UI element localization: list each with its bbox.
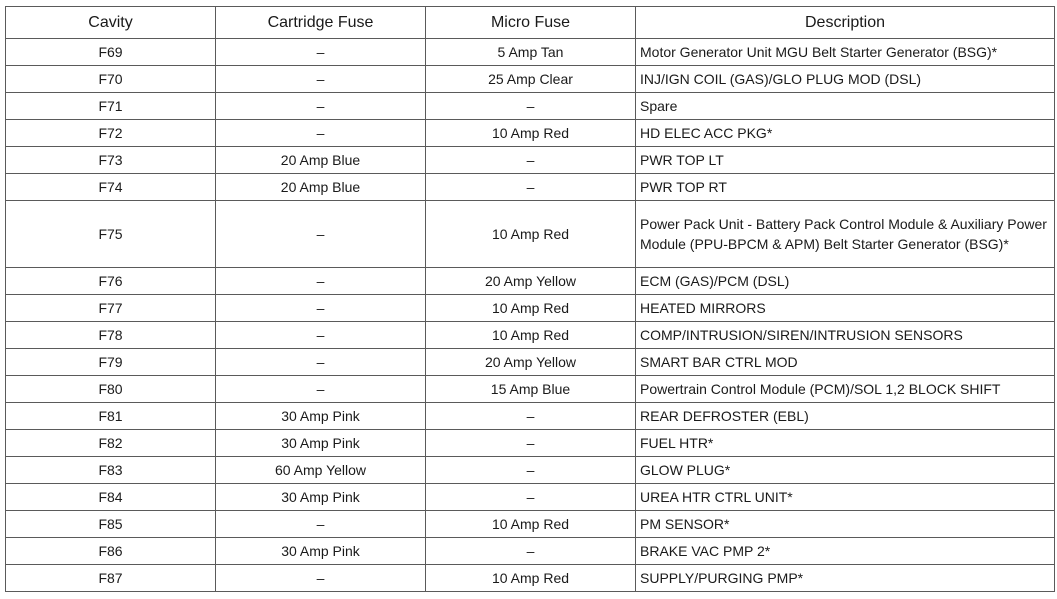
cell-micro-fuse: – [426, 538, 636, 565]
cell-micro-fuse: – [426, 457, 636, 484]
cell-cavity: F73 [6, 147, 216, 174]
cell-description: SMART BAR CTRL MOD [636, 349, 1055, 376]
table-row [6, 511, 1055, 538]
cell-cavity: F84 [6, 484, 216, 511]
cell-micro-fuse: 10 Amp Red [426, 511, 636, 538]
cell-cavity: F82 [6, 430, 216, 457]
cell-description: PM SENSOR* [636, 511, 1055, 538]
cell-cartridge-fuse: – [216, 349, 426, 376]
cell-micro-fuse: – [426, 430, 636, 457]
table-row [6, 201, 1055, 268]
cell-cavity: F76 [6, 268, 216, 295]
table-row [6, 120, 1055, 147]
cell-cartridge-fuse: – [216, 39, 426, 66]
table-row [6, 538, 1055, 565]
table-row [6, 295, 1055, 322]
cell-cavity: F75 [6, 201, 216, 268]
table-row [6, 457, 1055, 484]
cell-cartridge-fuse: – [216, 268, 426, 295]
table-row [6, 430, 1055, 457]
table-row [6, 376, 1055, 403]
cell-description: INJ/IGN COIL (GAS)/GLO PLUG MOD (DSL) [636, 66, 1055, 93]
cell-cavity: F70 [6, 66, 216, 93]
cell-micro-fuse: – [426, 484, 636, 511]
cell-cavity: F86 [6, 538, 216, 565]
cell-micro-fuse: 10 Amp Red [426, 322, 636, 349]
cell-description: ECM (GAS)/PCM (DSL) [636, 268, 1055, 295]
cell-cartridge-fuse: – [216, 295, 426, 322]
cell-description: HEATED MIRRORS [636, 295, 1055, 322]
cell-description: UREA HTR CTRL UNIT* [636, 484, 1055, 511]
cell-cartridge-fuse: – [216, 322, 426, 349]
cell-cartridge-fuse: 20 Amp Blue [216, 174, 426, 201]
table-row [6, 403, 1055, 430]
cell-micro-fuse: 25 Amp Clear [426, 66, 636, 93]
table-row [6, 322, 1055, 349]
cell-micro-fuse: – [426, 174, 636, 201]
cell-cavity: F81 [6, 403, 216, 430]
cell-cartridge-fuse: – [216, 376, 426, 403]
table-row [6, 349, 1055, 376]
table-row [6, 39, 1055, 66]
cell-cavity: F71 [6, 93, 216, 120]
table-row [6, 174, 1055, 201]
cell-micro-fuse: 10 Amp Red [426, 201, 636, 268]
cell-description: HD ELEC ACC PKG* [636, 120, 1055, 147]
cell-cartridge-fuse: – [216, 93, 426, 120]
table-row [6, 147, 1055, 174]
cell-description: Spare [636, 93, 1055, 120]
cell-cartridge-fuse: – [216, 120, 426, 147]
cell-cartridge-fuse: 20 Amp Blue [216, 147, 426, 174]
table-row [6, 484, 1055, 511]
cell-micro-fuse: 15 Amp Blue [426, 376, 636, 403]
cell-cavity: F74 [6, 174, 216, 201]
column-header-description: Description [636, 7, 1055, 39]
cell-cartridge-fuse: – [216, 201, 426, 268]
column-header-micro-fuse: Micro Fuse [426, 7, 636, 39]
table-row [6, 93, 1055, 120]
fuse-table [5, 6, 1055, 592]
cell-description: PWR TOP LT [636, 147, 1055, 174]
cell-micro-fuse: 10 Amp Red [426, 120, 636, 147]
cell-cartridge-fuse: 30 Amp Pink [216, 430, 426, 457]
cell-description: Power Pack Unit - Battery Pack Control Module & Auxiliary Power Module (PPU-BPCM & APM) Belt Starter Generator (BSG)* [636, 201, 1055, 268]
cell-cavity: F80 [6, 376, 216, 403]
cell-description: SUPPLY/PURGING PMP* [636, 565, 1055, 592]
cell-description: PWR TOP RT [636, 174, 1055, 201]
cell-cavity: F77 [6, 295, 216, 322]
cell-micro-fuse: 10 Amp Red [426, 295, 636, 322]
cell-description: COMP/INTRUSION/SIREN/INTRUSION SENSORS [636, 322, 1055, 349]
cell-cartridge-fuse: 30 Amp Pink [216, 484, 426, 511]
cell-cartridge-fuse: – [216, 66, 426, 93]
cell-micro-fuse: 10 Amp Red [426, 565, 636, 592]
cell-description: Powertrain Control Module (PCM)/SOL 1,2 BLOCK SHIFT [636, 376, 1055, 403]
cell-micro-fuse: – [426, 147, 636, 174]
cell-cartridge-fuse: 30 Amp Pink [216, 538, 426, 565]
cell-micro-fuse: – [426, 403, 636, 430]
cell-cartridge-fuse: 30 Amp Pink [216, 403, 426, 430]
cell-cavity: F87 [6, 565, 216, 592]
cell-cavity: F69 [6, 39, 216, 66]
cell-cavity: F85 [6, 511, 216, 538]
cell-micro-fuse: 20 Amp Yellow [426, 268, 636, 295]
table-body [6, 39, 1055, 592]
column-header-cartridge-fuse: Cartridge Fuse [216, 7, 426, 39]
cell-cartridge-fuse: 60 Amp Yellow [216, 457, 426, 484]
column-header-cavity: Cavity [6, 7, 216, 39]
table-row [6, 268, 1055, 295]
cell-cavity: F78 [6, 322, 216, 349]
cell-micro-fuse: 20 Amp Yellow [426, 349, 636, 376]
cell-cavity: F72 [6, 120, 216, 147]
cell-micro-fuse: – [426, 93, 636, 120]
cell-cartridge-fuse: – [216, 511, 426, 538]
cell-cavity: F79 [6, 349, 216, 376]
cell-cavity: F83 [6, 457, 216, 484]
cell-cartridge-fuse: – [216, 565, 426, 592]
table-row [6, 66, 1055, 93]
table-header-row [6, 7, 1055, 39]
cell-description: BRAKE VAC PMP 2* [636, 538, 1055, 565]
table-row [6, 565, 1055, 592]
cell-description: FUEL HTR* [636, 430, 1055, 457]
cell-micro-fuse: 5 Amp Tan [426, 39, 636, 66]
cell-description: Motor Generator Unit MGU Belt Starter Generator (BSG)* [636, 39, 1055, 66]
cell-description: GLOW PLUG* [636, 457, 1055, 484]
cell-description: REAR DEFROSTER (EBL) [636, 403, 1055, 430]
